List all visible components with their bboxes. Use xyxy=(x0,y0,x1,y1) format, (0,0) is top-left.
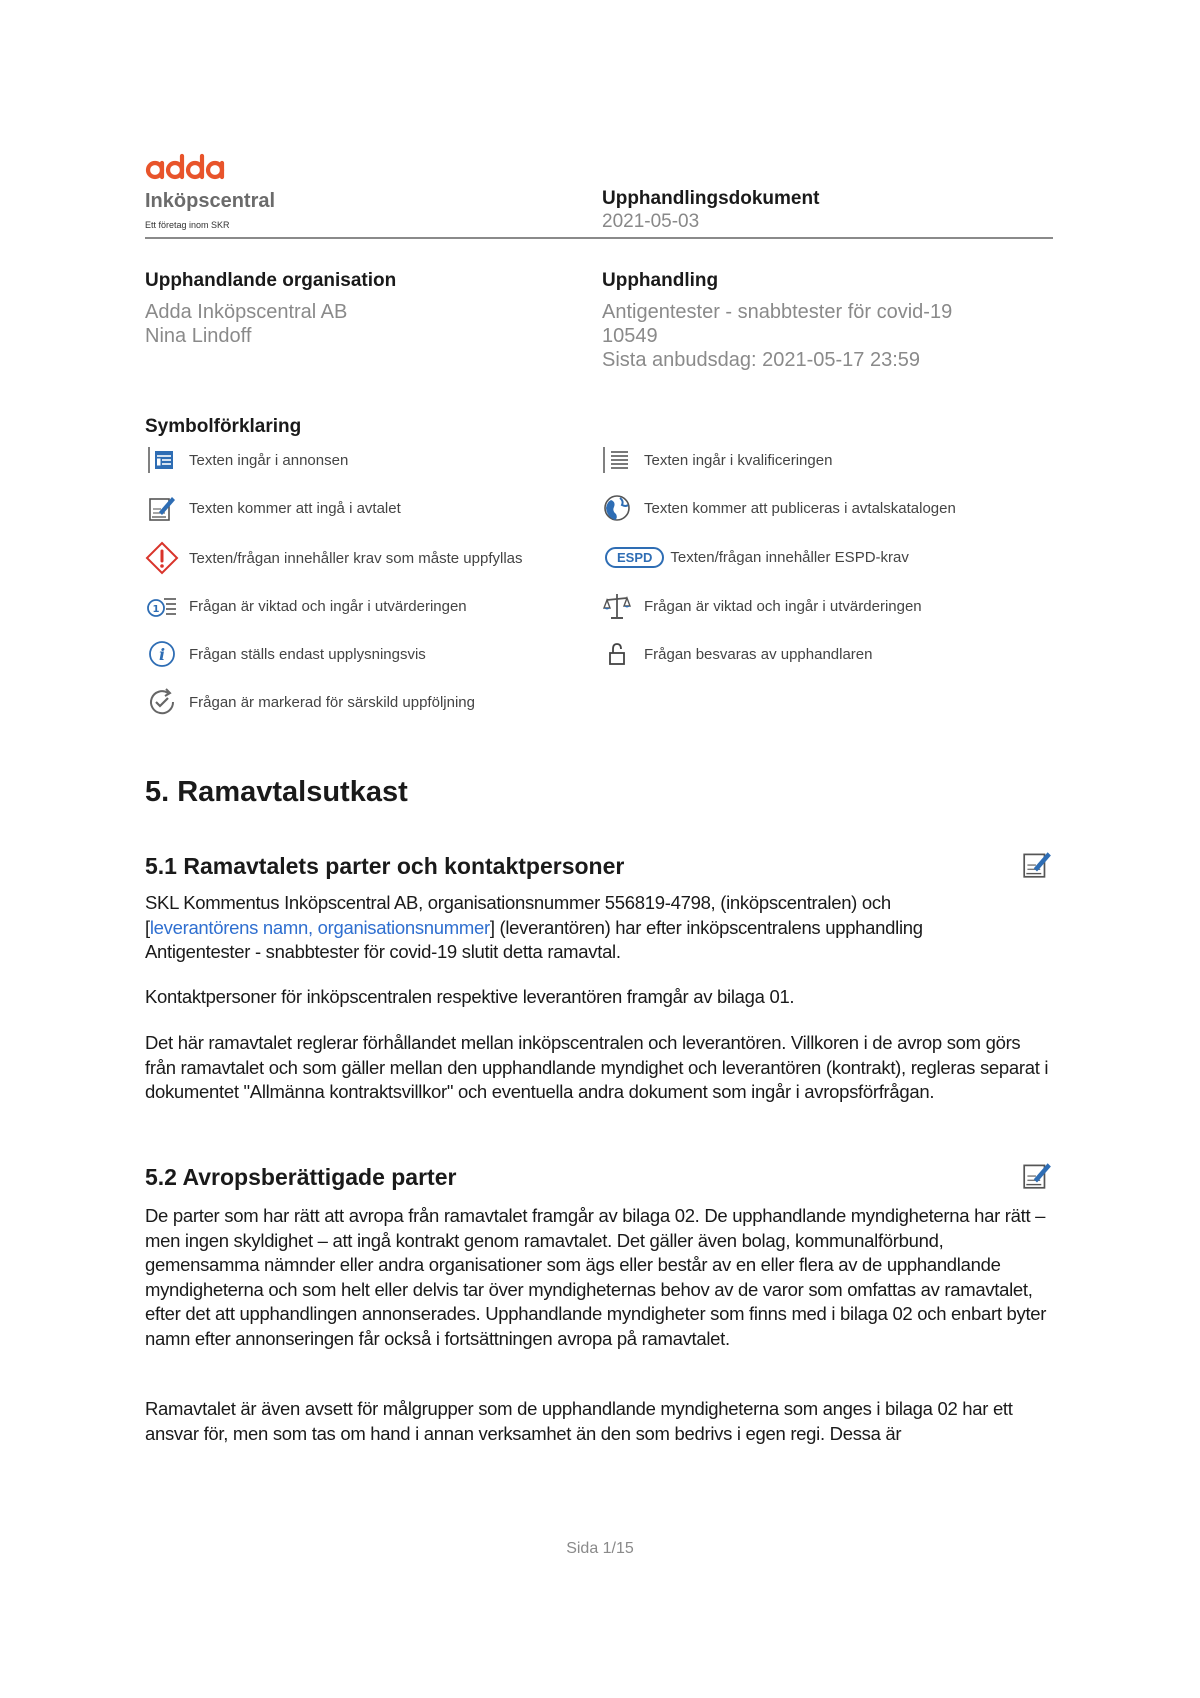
svg-text:1: 1 xyxy=(152,604,160,615)
legend-item: Texten ingår i annonsen xyxy=(145,444,348,476)
logo-subtitle: Inköpscentral xyxy=(145,190,276,212)
section-title: 5. Ramavtalsutkast xyxy=(145,776,408,808)
placeholder-link[interactable]: leverantörens namn, organisationsnummer xyxy=(149,916,490,938)
scales-icon xyxy=(600,590,634,622)
adda-logo xyxy=(145,150,225,184)
subsection-title-5-2: 5.2 Avropsberättigade parter xyxy=(145,1164,457,1190)
procurement-number: 10549 xyxy=(602,325,658,347)
procurement-title: Antigentester - snabbtester för covid-19 xyxy=(602,301,953,323)
contract-edit-icon xyxy=(1020,848,1054,880)
legend-item: Texten kommer att publiceras i avtalskatalogen xyxy=(600,492,956,524)
legend-item: Texten/frågan innehåller krav som måste uppfyllas xyxy=(145,542,523,574)
qualification-icon xyxy=(600,444,634,476)
lock-icon xyxy=(600,638,634,670)
legend-item: Frågan besvaras av upphandlaren xyxy=(600,638,873,670)
paragraph: Ramavtalet är även avsett för målgrupper som de upphandlande myndigheterna som anges i bilaga 02 har ett ansvar för, men som tas om hand i annan verksamhet än den som bedrivs i egen regi. Dessa är xyxy=(145,1398,1013,1444)
espd-badge-icon: ESPD xyxy=(605,547,664,568)
legend-item: Frågan är viktad och ingår i utvärderingen xyxy=(600,590,922,622)
header-divider xyxy=(145,237,1053,239)
organisation-name: Adda Inköpscentral AB xyxy=(145,301,348,323)
warning-diamond-icon xyxy=(145,542,179,574)
legend-item: Frågan är markerad för särskild uppföljning xyxy=(145,686,475,718)
globe-icon xyxy=(600,492,634,524)
page-number: Sida 1/15 xyxy=(566,1540,634,1557)
paragraph: De parter som har rätt att avropa från ramavtalet framgår av bilaga 02. De upphandlande myndigheterna har rätt – men ingen skyldighet – att ingå kontrakt genom ramavtalet. Det gäller även bolag, kommunalförbund, gemensamma nämnder eller andra organisationer som ägs eller består av en eller flera av de upphandlande myndigheterna och som helt eller delvis tar över myndigheternas behov av de varor som omfattas av ramavtalet, efter det att upphandlingen annonserades. Upphandlande myndigheter som finns med i bilaga 02 och enbart byter namn efter annonseringen får också i fortsättningen avropa på ramavtalet. xyxy=(145,1205,1047,1349)
paragraph: Det här ramavtalet reglerar förhållandet mellan inköpscentralen och leverantören. Villkoren i de avrop som görs från ramavtalet och som gäller mellan den upphandlande myndighet och leverantören (kontrakt), regleras separat i dokumentet "Allmänna kontraktsvillkor" och eventuella andra dokument som ingår i avropsförfrågan. xyxy=(145,1032,1049,1102)
procurement-deadline: Sista anbudsdag: 2021-05-17 23:59 xyxy=(602,349,921,371)
contract-edit-icon xyxy=(1020,1159,1054,1191)
paragraph: SKL Kommentus Inköpscentral AB, organisationsnummer 556819-4798, (inköpscentralen) och [leverantörens namn, organisationsnummer] (leverantören) har efter inköpscentralens upphandling Antigentester - snabbtester för covid-19 slutit detta ramavtal. xyxy=(145,892,923,962)
logo-tagline: Ett företag inom SKR xyxy=(145,220,230,230)
contract-edit-icon xyxy=(145,492,179,524)
paragraph: Kontaktpersoner för inköpscentralen respektive leverantören framgår av bilaga 01. xyxy=(145,986,795,1007)
legend-title: Symbolförklaring xyxy=(145,416,302,437)
document-type: Upphandlingsdokument xyxy=(602,188,820,209)
info-icon xyxy=(145,638,179,670)
weighted-list-icon xyxy=(145,590,179,622)
follow-up-icon xyxy=(145,686,179,718)
announcement-icon xyxy=(145,444,179,476)
procurement-heading: Upphandling xyxy=(602,270,719,291)
legend-item: Texten ingår i kvalificeringen xyxy=(600,444,832,476)
svg-text:i: i xyxy=(158,645,166,664)
organisation-heading: Upphandlande organisation xyxy=(145,270,397,291)
legend-item: 1 Frågan är viktad och ingår i utvärderingen xyxy=(145,590,467,622)
subsection-title-5-1: 5.1 Ramavtalets parter och kontaktpersoner xyxy=(145,853,625,879)
legend-item: i Frågan ställs endast upplysningsvis xyxy=(145,638,426,670)
legend-item: Texten kommer att ingå i avtalet xyxy=(145,492,401,524)
organisation-contact: Nina Lindoff xyxy=(145,325,252,347)
legend-item: ESPD Texten/frågan innehåller ESPD-krav xyxy=(605,547,909,568)
document-date: 2021-05-03 xyxy=(602,211,700,232)
